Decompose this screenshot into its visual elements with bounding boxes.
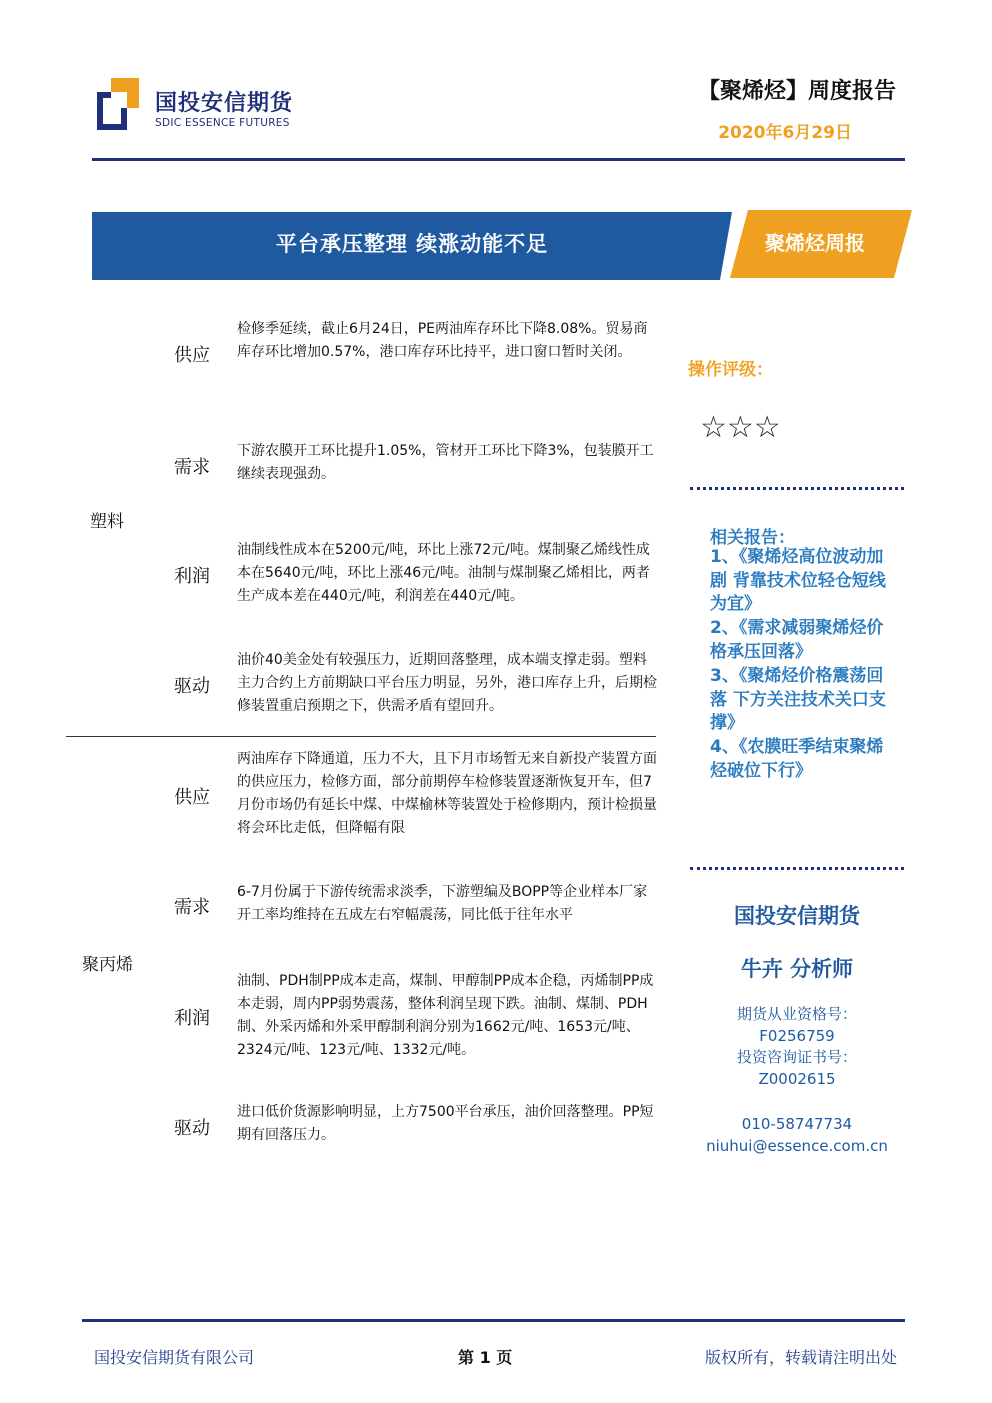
report-headline: 平台承压整理 续涨动能不足 — [275, 232, 549, 256]
futures-qualification-number: F0256759 — [759, 1027, 835, 1045]
section-category-plastic: 塑料 — [90, 512, 124, 532]
row-text-supply: 两油库存下降通道，压力不大，且下月市场暂无来自新投产装置方面的供应压力，检修方面，部分前期停车检修装置逐渐恢复开车，但7月份市场仍有延长中煤、中煤榆林等装置处于检修期内，预计检损量将会环比走低，但降幅有限 — [237, 751, 657, 836]
rating-stars-icon: ☆☆☆ — [700, 410, 781, 445]
section-divider — [66, 736, 656, 737]
row-label-supply: 供应 — [174, 787, 210, 808]
related-report-link[interactable]: 1、《聚烯烃高位波动加剧 背靠技术位轻仓短线为宜》 — [710, 547, 886, 614]
consulting-certificate-number: Z0002615 — [758, 1070, 836, 1088]
report-series-tag: 聚烯烃周报 — [765, 231, 865, 255]
sidebar-dotted-divider — [690, 867, 904, 870]
row-text-demand: 6-7月份属于下游传统需求淡季，下游塑编及BOPP等企业样本厂家开工率均维持在五成左右窄幅震荡，同比低于往年水平 — [237, 884, 648, 923]
row-text-supply: 检修季延续，截止6月24日，PE两油库存环比下降8.08%。贸易商库存环比增加0.57%，港口库存环比持平，进口窗口暂时关闭。 — [237, 321, 648, 360]
consulting-certificate-label: 投资咨询证书号： — [736, 1048, 857, 1066]
report-type-title: 【聚烯烃】周度报告 — [697, 79, 896, 104]
sidebar-company-name: 国投安信期货 — [734, 904, 860, 928]
footer-divider — [82, 1319, 905, 1322]
row-text-profit: 油制、PDH制PP成本走高，煤制、甲醇制PP成本企稳，丙烯制PP成本走弱，周内PP弱势震荡，整体利润呈现下跌。油制、煤制、PDH制、外采丙烯和外采甲醇制利润分别为1662元/吨、1653元/吨、2324元/吨、123元/吨、1332元/吨。 — [237, 973, 654, 1058]
related-report-link[interactable]: 2、《需求减弱聚烯烃价格承压回落》 — [710, 618, 884, 662]
analyst-phone: 010-58747734 — [741, 1115, 853, 1133]
section-category-polypropylene: 聚丙烯 — [82, 955, 133, 975]
row-label-profit: 利润 — [174, 1008, 210, 1029]
analyst-name: 牛卉 分析师 — [740, 957, 854, 981]
row-text-profit: 油制线性成本在5200元/吨，环比上涨72元/吨。煤制聚乙烯线性成本在5640元/吨，环比上涨46元/吨。油制与煤制聚乙烯相比，两者生产成本差在440元/吨，利润差在440元/吨。 — [237, 542, 650, 604]
analyst-email[interactable]: niuhui@essence.com.cn — [706, 1137, 888, 1155]
rating-label: 操作评级： — [688, 360, 773, 380]
related-report-link[interactable]: 4、《农膜旺季结束聚烯烃破位下行》 — [710, 737, 884, 781]
row-label-driver: 驱动 — [174, 676, 210, 697]
footer-copyright: 版权所有，转载请注明出处 — [704, 1348, 897, 1367]
related-reports-label: 相关报告： — [710, 528, 795, 548]
row-text-demand: 下游农膜开工环比提升1.05%，管材开工环比下降3%，包装膜开工继续表现强劲。 — [237, 443, 654, 482]
row-text-driver: 油价40美金处有较强压力，近期回落整理，成本端支撑走弱。塑料主力合约上方前期缺口平台压力明显，另外，港口库存上升，后期检修装置重启预期之下，供需矛盾有望回升。 — [237, 652, 657, 714]
company-logo-english: SDIC ESSENCE FUTURES — [155, 117, 290, 129]
row-text-driver: 进口低价货源影响明显，上方7500平台承压，油价回落整理。PP短期有回落压力。 — [237, 1104, 654, 1143]
page-number: 第 1 页 — [458, 1348, 513, 1367]
related-report-link[interactable]: 3、《聚烯烃价格震荡回落 下方关注技术关口支撑》 — [710, 666, 886, 733]
row-label-demand: 需求 — [174, 897, 210, 918]
company-logo-text: 国投安信期货 — [155, 91, 294, 116]
futures-qualification-label: 期货从业资格号： — [736, 1005, 857, 1023]
header-divider — [92, 158, 905, 161]
sidebar-dotted-divider — [690, 487, 904, 490]
row-label-demand: 需求 — [174, 457, 210, 478]
row-label-driver: 驱动 — [174, 1118, 210, 1139]
company-logo-mark — [97, 78, 139, 130]
footer-company: 国投安信期货有限公司 — [94, 1348, 255, 1367]
row-label-profit: 利润 — [174, 566, 210, 587]
row-label-supply: 供应 — [174, 345, 210, 366]
report-date: 2020年6月29日 — [718, 123, 852, 143]
